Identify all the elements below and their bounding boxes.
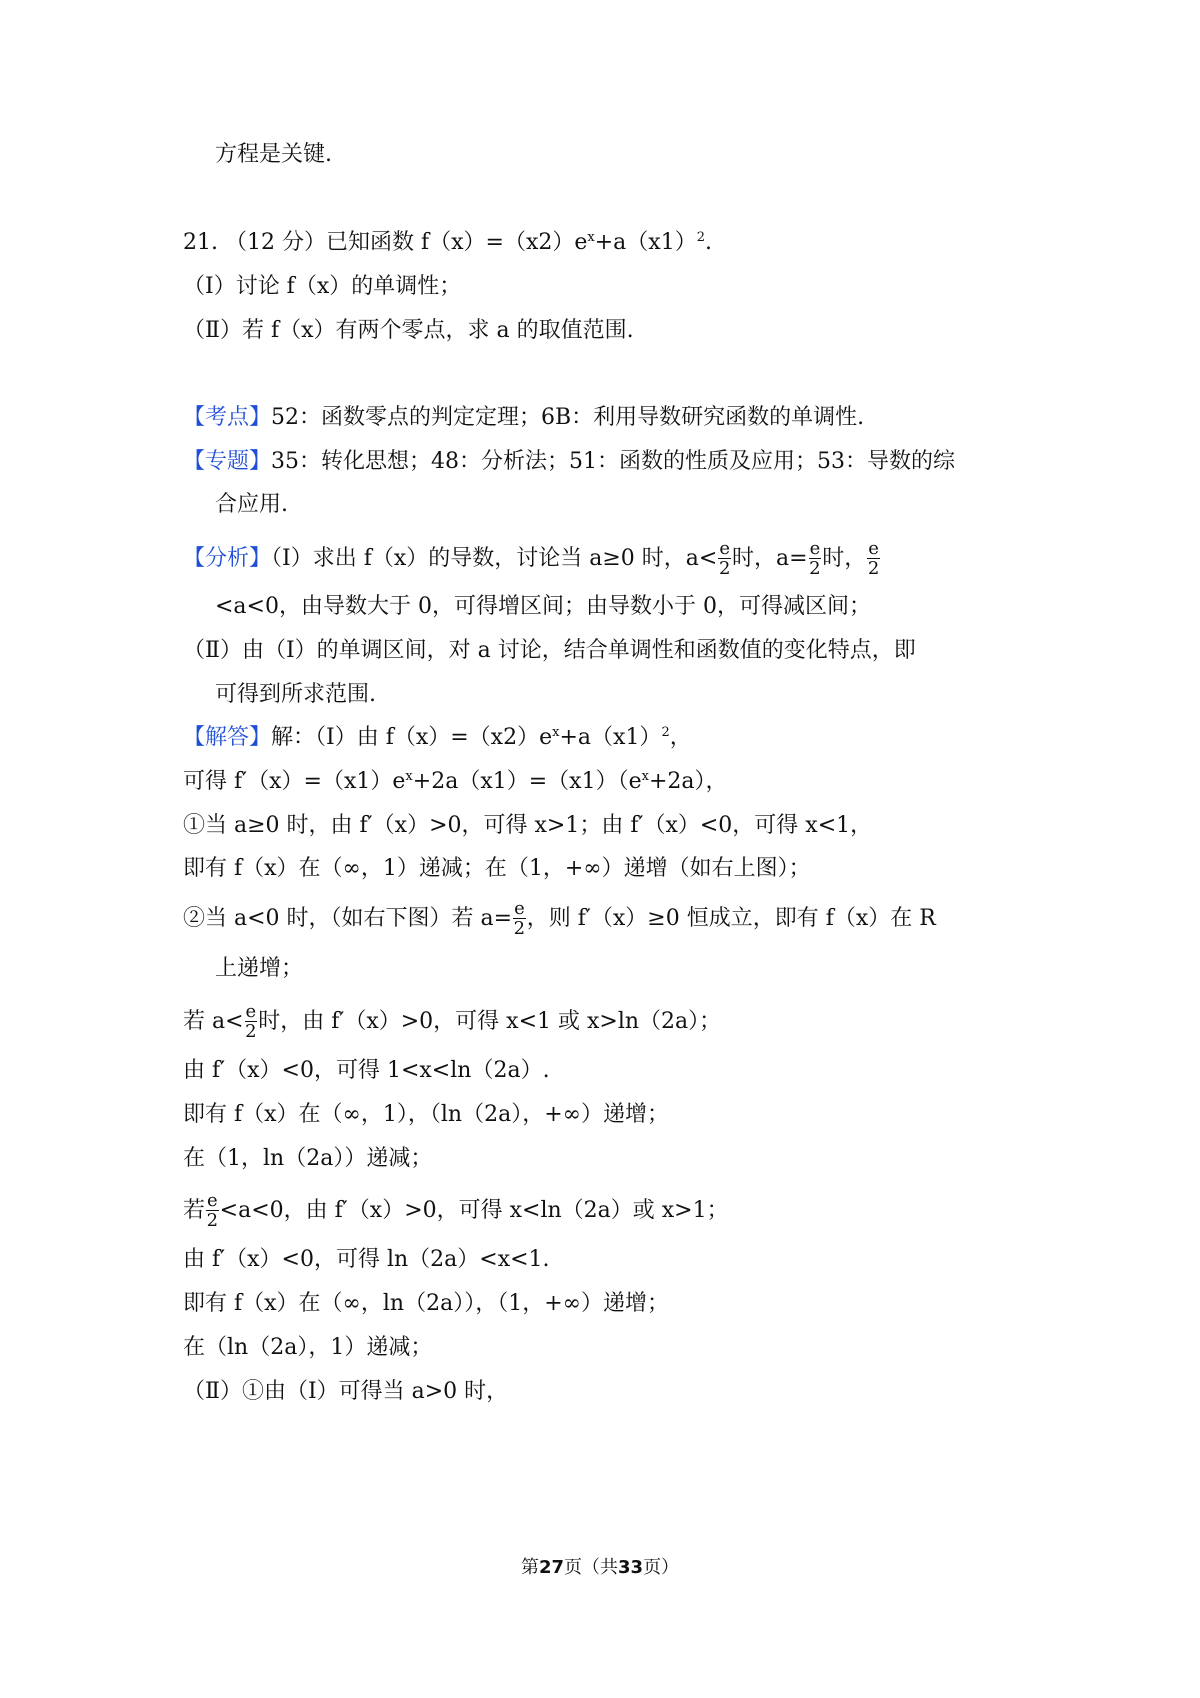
subcase-a-line-4: 在（1，ln（2a））递减；: [183, 1146, 433, 1171]
subcase-a-line-3: 即有 f（x）在（∞，1），（ln（2a），+∞）递增；: [183, 1102, 669, 1127]
case-1-line: ①当 a≥0 时，由 f′（x）>0，可得 x>1；由 f′（x）<0，可得 x<1，: [183, 813, 873, 838]
subcase-b-line: 若 $\frac{e}{2}$ <a<0，由 f′（x）>0，可得 x<ln（2a）或 x>1；: [183, 1190, 729, 1231]
fraction-e-over-2: $\frac{e}{2}$: [809, 538, 821, 579]
kaodian-tag: 【考点】: [183, 405, 272, 430]
fenxi-tag: 【分析】: [183, 546, 272, 571]
page-number: 27: [538, 1557, 564, 1578]
case-2-line-2: 上递增；: [215, 956, 304, 981]
case-1-result: 即有 f（x）在（∞，1）递减；在（1，+∞）递增（如右上图）；: [183, 856, 811, 881]
kaodian-line: 【考点】52：函数零点的判定定理；6B：利用导数研究函数的单调性.: [183, 405, 865, 430]
jieda-tag: 【解答】: [183, 725, 272, 750]
fenxi-line-2: <a<0，由导数大于 0，可得增区间；由导数小于 0，可得减区间；: [215, 594, 871, 619]
subcase-b-line-3: 即有 f（x）在（∞，ln（2a）），（1，+∞）递增；: [183, 1291, 669, 1316]
fraction-e-over-2: $\frac{e}{2}$: [245, 1001, 257, 1042]
jieda-line: 【解答】解：（Ⅰ）由 $f(x)=(x2)e^x+a(x1)^2$，: [183, 725, 692, 750]
zhuanti-line-2: 合应用.: [215, 492, 288, 517]
subcase-b-line-4: 在（ln（2a），1）递减；: [183, 1335, 433, 1360]
fraction-e-over-2: $\frac{e}{2}$: [718, 538, 731, 579]
fenxi-line: 【分析】（Ⅰ）求出 f（x）的导数，讨论当 a≥0 时，a< $\frac{e}{2}$ 时，a= $\frac{e}{2}$ 时， $\frac{e}{2}$: [183, 538, 880, 579]
line-continuation: 方程是关键.: [215, 142, 332, 167]
fenxi-line-4: 可得到所求范围.: [215, 682, 376, 707]
problem-part-2: （Ⅱ）若 f（x）有两个零点，求 a 的取值范围.: [183, 318, 634, 343]
zhuanti-line: 【专题】35：转化思想；48：分析法；51：函数的性质及应用；53：导数的综: [183, 449, 955, 474]
case-2-line: ②当 a<0 时，（如右下图）若 a= $\frac{e}{2}$ ，则 f′（x）≥0 恒成立，即有 f（x）在 R: [183, 898, 936, 939]
page-total: 33: [618, 1557, 644, 1578]
fraction-e-over-2: $\frac{e}{2}$: [206, 1190, 219, 1231]
subcase-a-line: 若 a< $\frac{e}{2}$ 时，由 f′（x）>0，可得 x<1 或 x>ln（2a）；: [183, 1001, 722, 1042]
fraction-e-over-2: $\frac{e}{2}$: [867, 538, 880, 579]
part-2-solution-line: （Ⅱ）①由（Ⅰ）可得当 a>0 时，: [183, 1379, 509, 1404]
page-footer: 第27页（共33页）: [520, 1557, 680, 1578]
derivative-line: 可得 $f'(x)=(x1)e^x+2a(x1)=(x1)(e^x+2a)$，: [183, 769, 728, 794]
zhuanti-tag: 【专题】: [183, 449, 272, 474]
subcase-a-line-2: 由 f′（x）<0，可得 1<x<ln（2a）.: [183, 1058, 550, 1083]
fenxi-line-3: （Ⅱ）由（Ⅰ）的单调区间，对 a 讨论，结合单调性和函数值的变化特点，即: [183, 638, 916, 663]
problem-part-1: （Ⅰ）讨论 f（x）的单调性；: [183, 274, 462, 299]
fraction-e-over-2: $\frac{e}{2}$: [513, 898, 526, 939]
problem-21-stem: 21. （12 分）已知函数 $f(x)=(x2)e^x+a(x1)^2$.: [183, 230, 712, 255]
subcase-b-line-2: 由 f′（x）<0，可得 ln（2a）<x<1.: [183, 1247, 550, 1272]
